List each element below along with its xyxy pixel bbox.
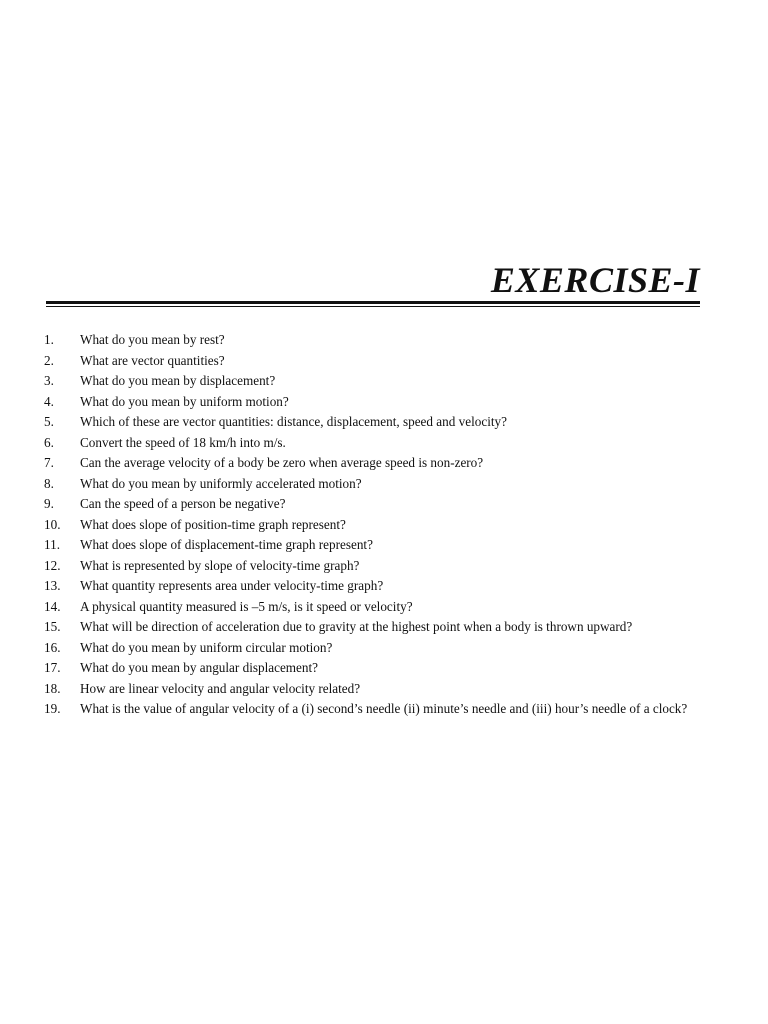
question-number: 13. <box>44 578 61 593</box>
question-text: What are vector quantities? <box>80 352 225 368</box>
question-number: 19. <box>44 701 61 716</box>
question-number: 7. <box>44 455 54 470</box>
question-list <box>44 330 708 720</box>
question-text: What is the value of angular velocity of a (i) second’s needle (ii) minute’s needle and (iii) hour’s needle of a clock? <box>80 701 688 716</box>
question-item <box>44 453 708 474</box>
question-text: What is represented by slope of velocity-time graph? <box>80 557 360 573</box>
question-text: What do you mean by rest? <box>80 332 225 347</box>
question-item <box>44 433 708 454</box>
question-text: What do you mean by uniformly accelerated motion? <box>80 475 362 491</box>
question-item <box>44 699 708 720</box>
question-item <box>44 638 708 659</box>
question-item <box>44 412 708 433</box>
question-text: Can the average velocity of a body be zero when average speed is non-zero? <box>80 455 484 470</box>
question-item <box>44 351 708 372</box>
page-title: EXERCISE-I <box>490 260 700 300</box>
question-number: 17. <box>44 660 61 675</box>
question-text: What quantity represents area under velocity-time graph? <box>80 578 384 593</box>
title-rule-thin <box>46 306 700 307</box>
question-number: 5. <box>44 414 54 429</box>
question-item <box>44 371 708 392</box>
question-number: 11. <box>44 537 60 552</box>
question-item <box>44 392 708 413</box>
question-item <box>44 658 708 679</box>
question-text: What do you mean by uniform motion? <box>80 393 289 409</box>
question-text: What do you mean by uniform circular motion? <box>80 639 333 655</box>
title-rule-thick <box>46 301 700 304</box>
question-text: What does slope of displacement-time graph represent? <box>80 537 373 552</box>
question-number: 6. <box>44 434 54 450</box>
question-number: 4. <box>44 393 54 409</box>
question-text: Which of these are vector quantities: distance, displacement, speed and velocity? <box>80 414 507 429</box>
question-item <box>44 535 708 556</box>
question-number: 1. <box>44 332 54 347</box>
question-text: Convert the speed of 18 km/h into m/s. <box>80 434 286 450</box>
question-number: 9. <box>44 496 54 511</box>
question-text: How are linear velocity and angular velocity related? <box>80 680 361 696</box>
question-number: 10. <box>44 516 61 532</box>
question-item <box>44 679 708 700</box>
question-text: What will be direction of acceleration due to gravity at the highest point when a body is thrown upward? <box>80 619 633 634</box>
question-text: What do you mean by angular displacement? <box>80 660 319 675</box>
question-item <box>44 474 708 495</box>
question-item <box>44 330 708 351</box>
question-item <box>44 556 708 577</box>
question-item <box>44 494 708 515</box>
question-item <box>44 515 708 536</box>
question-text: What do you mean by displacement? <box>80 373 276 388</box>
question-number: 3. <box>44 373 54 388</box>
question-text: What does slope of position-time graph represent? <box>80 516 346 532</box>
question-number: 14. <box>44 598 61 614</box>
question-number: 2. <box>44 352 54 368</box>
question-text: A physical quantity measured is –5 m/s, is it speed or velocity? <box>80 598 413 614</box>
question-number: 16. <box>44 639 61 655</box>
question-item <box>44 576 708 597</box>
question-number: 15. <box>44 619 61 634</box>
question-text: Can the speed of a person be negative? <box>80 496 286 511</box>
question-number: 18. <box>44 680 61 696</box>
question-number: 12. <box>44 557 61 573</box>
question-item <box>44 597 708 618</box>
question-item <box>44 617 708 638</box>
question-number: 8. <box>44 475 54 491</box>
